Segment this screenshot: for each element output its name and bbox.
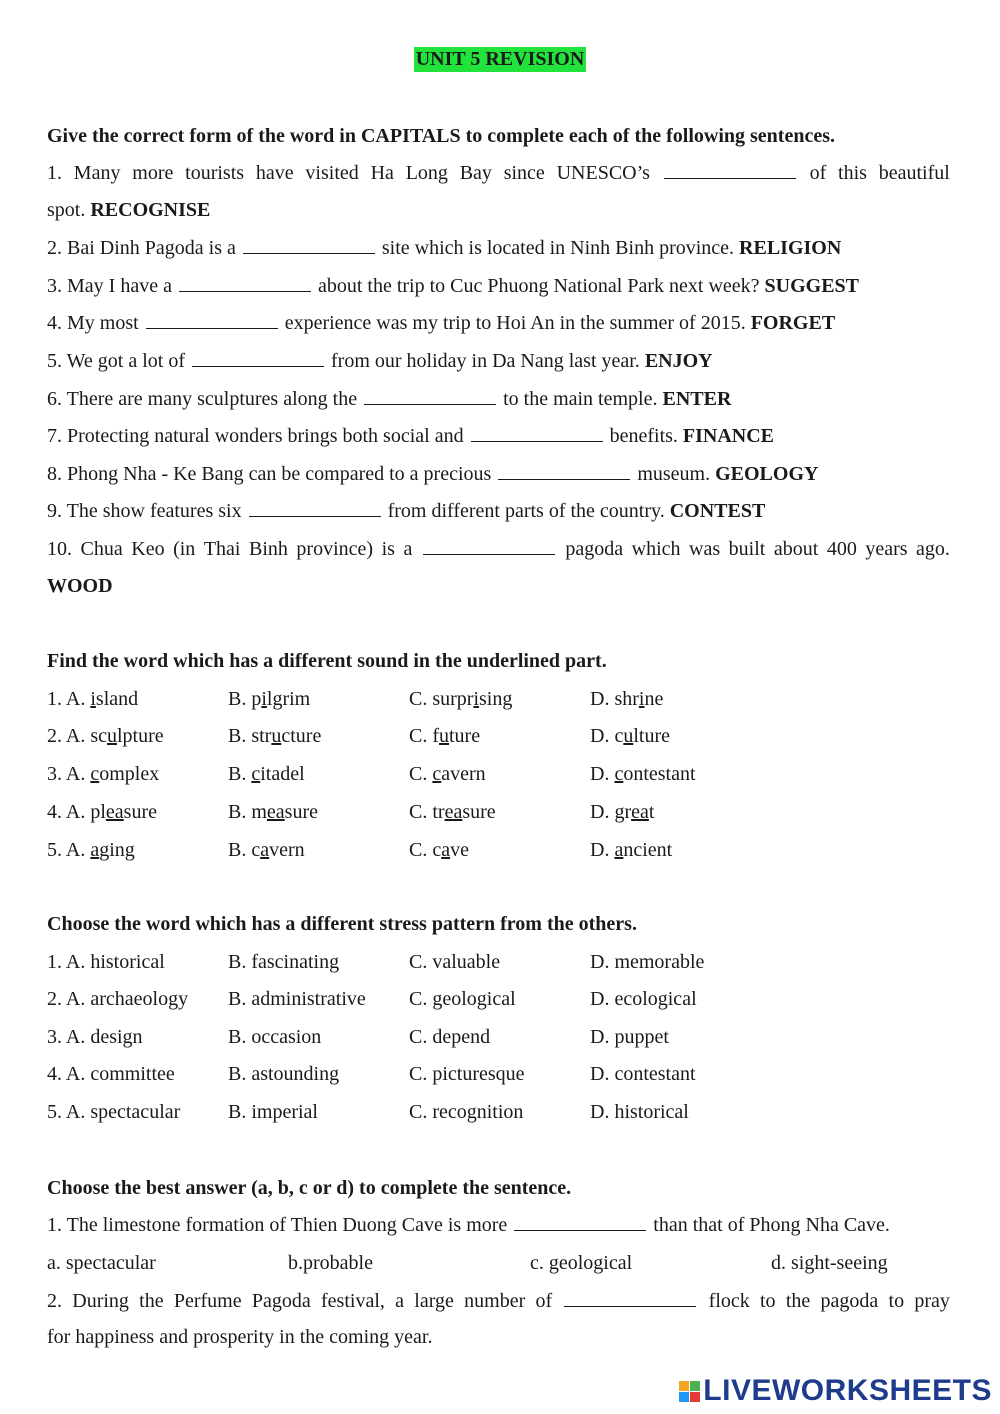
option[interactable]: a. spectacular <box>47 1252 156 1274</box>
section2-heading: Find the word which has a different sound in the underlined part. <box>47 650 607 672</box>
s1-question-6: 6. There are many sculptures along the to the main temple. ENTER <box>47 388 732 410</box>
option[interactable]: b.probable <box>288 1252 373 1274</box>
word: since <box>503 162 545 184</box>
word: to <box>888 1290 905 1312</box>
keyword: ENTER <box>662 388 732 410</box>
keyword: GEOLOGY <box>715 463 819 485</box>
word: Long <box>405 162 448 184</box>
option[interactable]: D. ancient <box>590 839 673 861</box>
underlined-part: u <box>107 725 117 747</box>
logo-square <box>679 1392 689 1402</box>
word: of <box>535 1290 553 1312</box>
word: was <box>689 538 721 560</box>
section4-heading: Choose the best answer (a, b, c or d) to complete the sentence. <box>47 1177 572 1199</box>
s1-question-4: 4. My most experience was my trip to Hoi An in the summer of 2015. FORGET <box>47 312 836 334</box>
option[interactable]: 4. A. pleasure <box>47 801 157 823</box>
answer-blank[interactable] <box>498 462 630 480</box>
answer-blank[interactable] <box>423 537 555 555</box>
word: number <box>464 1290 526 1312</box>
page-title: UNIT 5 REVISION <box>415 48 585 70</box>
underlined-part: a <box>260 839 270 861</box>
answer-blank[interactable] <box>471 424 603 442</box>
option[interactable]: C. geological <box>409 988 516 1010</box>
option[interactable]: C. future <box>409 725 481 747</box>
s1-question-2: 2. Bai Dinh Pagoda is a site which is located in Ninh Binh province. RELIGION <box>47 237 842 259</box>
keyword: WOOD <box>47 575 113 597</box>
option[interactable]: 2. A. sculpture <box>47 725 164 747</box>
logo-text: LIVEWORKSHEETS <box>703 1374 992 1407</box>
word: Keo <box>131 538 165 560</box>
underlined-part: c <box>432 763 442 785</box>
keyword: FORGET <box>750 312 836 334</box>
option[interactable]: B. measure <box>228 801 318 823</box>
section1-heading: Give the correct form of the word in CAPITALS to complete each of the following sentences. <box>47 125 835 147</box>
option[interactable]: B. fascinating <box>228 951 340 973</box>
word: tourists <box>185 162 245 184</box>
keyword: CONTEST <box>669 500 766 522</box>
option[interactable]: C. valuable <box>409 951 501 973</box>
word: Bay <box>459 162 492 184</box>
s1-question-10-line1 <box>47 537 950 562</box>
underlined-part: ea <box>105 801 124 823</box>
word: 1. <box>47 162 62 184</box>
option[interactable]: 5. A. aging <box>47 839 135 861</box>
s1-question-3: 3. May I have a about the trip to Cuc Phuong National Park next week? SUGGEST <box>47 275 860 297</box>
keyword: FINANCE <box>682 425 775 447</box>
option[interactable]: D. shrine <box>590 688 664 710</box>
word: During <box>72 1290 129 1312</box>
option[interactable]: 1. A. historical <box>47 951 165 973</box>
title-wrap <box>0 47 1000 72</box>
s4-question-1: 1. The limestone formation of Thien Duong Cave is more than that of Phong Nha Cave. <box>47 1214 890 1236</box>
word: Chua <box>80 538 123 560</box>
option[interactable]: C. treasure <box>409 801 496 823</box>
s1-question-9: 9. The show features six from different parts of the country. CONTEST <box>47 500 766 522</box>
s1-question-10-line2 <box>47 574 113 599</box>
logo-square <box>690 1381 700 1391</box>
word: about <box>773 538 819 560</box>
option[interactable]: D. historical <box>590 1101 689 1123</box>
option[interactable]: 1. A. island <box>47 688 139 710</box>
logo-square <box>690 1392 700 1402</box>
option[interactable]: C. cave <box>409 839 469 861</box>
keyword: RELIGION <box>739 237 842 259</box>
option[interactable]: B. imperial <box>228 1101 318 1123</box>
word: the <box>139 1290 164 1312</box>
word: 400 <box>826 538 857 560</box>
option[interactable]: 4. A. committee <box>47 1063 175 1085</box>
underlined-part: u <box>623 725 634 747</box>
option[interactable]: 5. A. spectacular <box>47 1101 181 1123</box>
liveworksheets-logo[interactable] <box>679 1374 992 1408</box>
option[interactable]: B. astounding <box>228 1063 340 1085</box>
word: pagoda <box>565 538 624 560</box>
s4-question-2-line2: for happiness and prosperity in the coming year. <box>47 1326 433 1348</box>
option[interactable]: d. sight-seeing <box>771 1252 888 1274</box>
word: more <box>132 162 174 184</box>
keyword: SUGGEST <box>764 275 860 297</box>
underlined-part: c <box>614 763 624 785</box>
option[interactable]: C. cavern <box>409 763 486 785</box>
keyword: RECOGNISE <box>90 199 211 221</box>
underlined-part: i <box>90 688 96 710</box>
word: which <box>631 538 681 560</box>
s1-question-7: 7. Protecting natural wonders brings both social and benefits. FINANCE <box>47 425 775 447</box>
option[interactable]: D. ecological <box>590 988 697 1010</box>
option[interactable]: c. geological <box>530 1252 633 1274</box>
underlined-part: ea <box>444 801 463 823</box>
word: have <box>255 162 294 184</box>
word: (in <box>173 538 196 560</box>
answer-blank[interactable] <box>179 274 311 292</box>
option[interactable]: D. great <box>590 801 655 823</box>
word: ago. <box>916 538 950 560</box>
option[interactable]: 3. A. complex <box>47 763 160 785</box>
option[interactable]: D. puppet <box>590 1026 669 1048</box>
underlined-part: u <box>271 725 282 747</box>
word: UNESCO’s <box>556 162 650 184</box>
word: to <box>760 1290 776 1312</box>
word: festival, <box>321 1290 385 1312</box>
option[interactable]: D. memorable <box>590 951 705 973</box>
word: visited <box>305 162 359 184</box>
word: province) <box>296 538 374 560</box>
section3-heading: Choose the word which has a different stress pattern from the others. <box>47 913 637 935</box>
option[interactable]: B. pilgrim <box>228 688 311 710</box>
answer-blank[interactable] <box>243 236 375 254</box>
answer-blank[interactable] <box>364 387 496 405</box>
word: 2. <box>47 1290 62 1312</box>
underlined-part: a <box>614 839 624 861</box>
s4-question-2-line1 <box>47 1289 950 1314</box>
answer-blank[interactable] <box>664 161 796 179</box>
answer-blank[interactable] <box>146 311 278 329</box>
answer-blank[interactable] <box>249 499 381 517</box>
underlined-part: i <box>473 688 480 710</box>
word: Ha <box>370 162 394 184</box>
option[interactable]: D. contestant <box>590 763 696 785</box>
word: large <box>414 1290 454 1312</box>
underlined-part: a <box>441 839 451 861</box>
word: pray <box>914 1290 950 1312</box>
word: Pagoda <box>251 1290 311 1312</box>
s1-question-8: 8. Phong Nha - Ke Bang can be compared to a precious museum. GEOLOGY <box>47 463 819 485</box>
option[interactable]: B. cavern <box>228 839 305 861</box>
option[interactable]: B. citadel <box>228 763 305 785</box>
s1-question-1-line1 <box>47 161 950 186</box>
underlined-part: ea <box>631 801 649 823</box>
word: pagoda <box>820 1290 879 1312</box>
word: beautiful <box>878 162 950 184</box>
option[interactable]: 3. A. design <box>47 1026 143 1048</box>
option[interactable]: C. picturesque <box>409 1063 525 1085</box>
underlined-part: c <box>90 763 100 785</box>
option[interactable]: D. culture <box>590 725 670 747</box>
word: the <box>785 1290 811 1312</box>
underlined-part: a <box>90 839 100 861</box>
keyword: ENJOY <box>644 350 713 372</box>
s1-question-5: 5. We got a lot of from our holiday in Da Nang last year. ENJOY <box>47 350 713 372</box>
word: a <box>395 1290 405 1312</box>
s1-question-1-line2: spot. RECOGNISE <box>47 199 211 221</box>
underlined-part: ea <box>266 801 285 823</box>
word: this <box>838 162 867 184</box>
option[interactable]: 2. A. archaeology <box>47 988 189 1010</box>
word: is <box>381 538 395 560</box>
underlined-part: i <box>638 688 645 710</box>
word: Many <box>73 162 121 184</box>
underlined-part: u <box>439 725 449 747</box>
answer-blank[interactable] <box>564 1289 696 1307</box>
word: 10. <box>47 538 72 560</box>
option[interactable]: D. contestant <box>590 1063 696 1085</box>
option[interactable]: B. occasion <box>228 1026 322 1048</box>
logo-grid-icon <box>679 1381 700 1402</box>
word: Binh <box>249 538 288 560</box>
logo-square <box>679 1381 689 1391</box>
word: Thai <box>203 538 241 560</box>
word: of <box>809 162 827 184</box>
word: a <box>403 538 413 560</box>
underlined-part: i <box>261 688 267 710</box>
word: Perfume <box>173 1290 242 1312</box>
word: years <box>865 538 908 560</box>
underlined-part: c <box>251 763 261 785</box>
option[interactable]: C. recognition <box>409 1101 524 1123</box>
word: flock <box>708 1290 750 1312</box>
option[interactable]: B. administrative <box>228 988 366 1010</box>
answer-blank[interactable] <box>514 1213 646 1231</box>
answer-blank[interactable] <box>192 349 324 367</box>
option[interactable]: C. surprising <box>409 688 513 710</box>
option[interactable]: C. depend <box>409 1026 491 1048</box>
option[interactable]: B. structure <box>228 725 322 747</box>
word: built <box>728 538 766 560</box>
